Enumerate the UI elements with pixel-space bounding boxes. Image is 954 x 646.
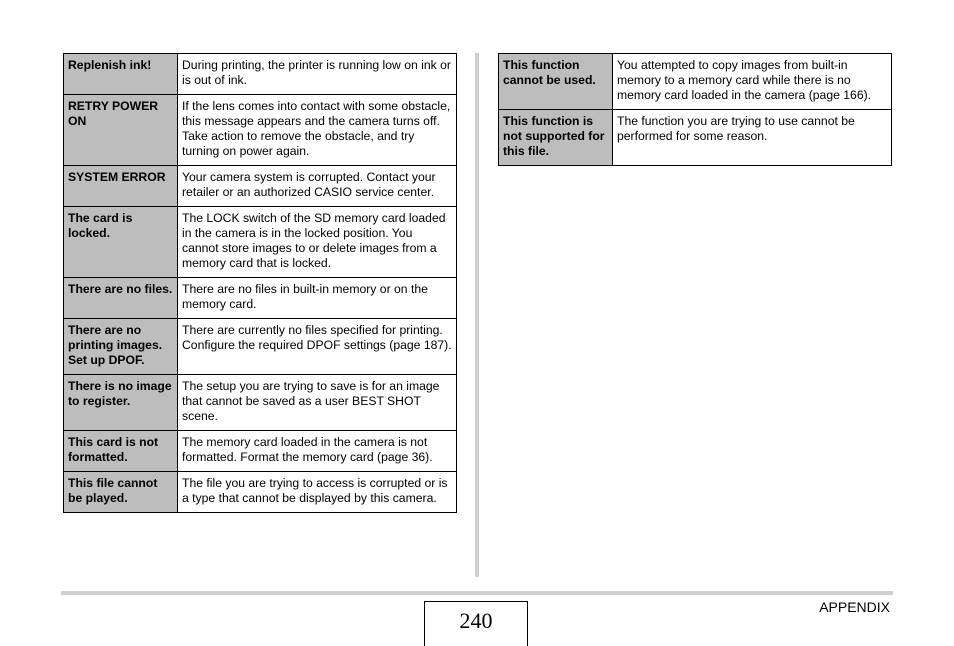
message-label: This card is not formatted.	[64, 431, 178, 472]
message-description: There are no files in built-in memory or on the memory card.	[178, 278, 457, 319]
table-row	[499, 54, 892, 110]
message-description: The setup you are trying to save is for an image that cannot be saved as a user BEST SHOT scene.	[178, 375, 457, 431]
message-label: Replenish ink!	[64, 54, 178, 95]
table-row	[64, 375, 457, 431]
table-row	[64, 166, 457, 207]
messages-table-left	[63, 53, 457, 513]
table-row	[64, 95, 457, 166]
message-description: There are currently no files specified for printing. Configure the required DPOF settings (page 187).	[178, 319, 457, 375]
message-description: The file you are trying to access is corrupted or is a type that cannot be displayed by this camera.	[178, 472, 457, 513]
footer-rule	[61, 591, 893, 595]
table-row	[64, 319, 457, 375]
table-row	[64, 472, 457, 513]
message-label: There are no printing images. Set up DPOF.	[64, 319, 178, 375]
message-label: The card is locked.	[64, 207, 178, 278]
table-row	[64, 431, 457, 472]
column-divider	[475, 53, 479, 577]
message-label: SYSTEM ERROR	[64, 166, 178, 207]
message-label: There is no image to register.	[64, 375, 178, 431]
message-description: The memory card loaded in the camera is not formatted. Format the memory card (page 36).	[178, 431, 457, 472]
message-label: This function is not supported for this file.	[499, 110, 613, 166]
section-label: APPENDIX	[819, 599, 890, 615]
table-row	[64, 278, 457, 319]
message-description: The LOCK switch of the SD memory card loaded in the camera is in the locked position. You cannot store images to or delete images from a memory card that is locked.	[178, 207, 457, 278]
message-description: If the lens comes into contact with some obstacle, this message appears and the camera turns off. Take action to remove the obstacle, and try turning on power again.	[178, 95, 457, 166]
messages-table-right	[498, 53, 892, 166]
table-row	[64, 207, 457, 278]
message-description: During printing, the printer is running low on ink or is out of ink.	[178, 54, 457, 95]
message-label: This function cannot be used.	[499, 54, 613, 110]
message-description: You attempted to copy images from built-in memory to a memory card while there is no memory card loaded in the camera (page 166).	[613, 54, 892, 110]
page-number: 240	[424, 601, 528, 646]
message-description: Your camera system is corrupted. Contact your retailer or an authorized CASIO service center.	[178, 166, 457, 207]
message-label: This file cannot be played.	[64, 472, 178, 513]
table-row	[499, 110, 892, 166]
message-label: RETRY POWER ON	[64, 95, 178, 166]
table-row	[64, 54, 457, 95]
message-description: The function you are trying to use cannot be performed for some reason.	[613, 110, 892, 166]
message-label: There are no files.	[64, 278, 178, 319]
